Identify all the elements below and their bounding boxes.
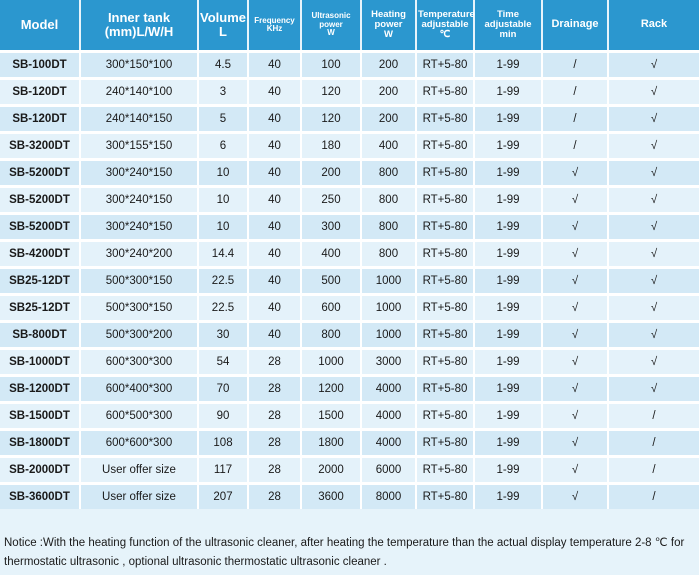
- cell-volume: 70: [198, 376, 248, 403]
- table-row: [0, 484, 699, 510]
- cell-volume: 90: [198, 403, 248, 430]
- cell-volume: 30: [198, 322, 248, 349]
- cell-volume: 207: [198, 484, 248, 510]
- cell-heat: 4000: [361, 403, 416, 430]
- header-ultrasonic-power: Ultrasonic power W: [301, 0, 361, 52]
- cell-volume: 117: [198, 457, 248, 484]
- cell-rack: √: [608, 349, 699, 376]
- header-frequency: Frequency KHz: [248, 0, 301, 52]
- table-row: [0, 457, 699, 484]
- cell-time: 1-99: [474, 241, 542, 268]
- cell-ultra: 300: [301, 214, 361, 241]
- cell-model: SB-1000DT: [0, 349, 80, 376]
- cell-volume: 10: [198, 187, 248, 214]
- cell-freq: 40: [248, 106, 301, 133]
- cell-drainage: √: [542, 430, 608, 457]
- cell-volume: 22.5: [198, 295, 248, 322]
- table-row: [0, 241, 699, 268]
- cell-tank: 300*240*150: [80, 160, 198, 187]
- cell-heat: 800: [361, 160, 416, 187]
- cell-ultra: 800: [301, 322, 361, 349]
- cell-tank: 300*240*150: [80, 214, 198, 241]
- header-drainage: Drainage: [542, 0, 608, 52]
- cell-temp: RT+5-80: [416, 241, 474, 268]
- cell-ultra: 180: [301, 133, 361, 160]
- table-row: [0, 322, 699, 349]
- cell-ultra: 400: [301, 241, 361, 268]
- table-row: [0, 214, 699, 241]
- cell-heat: 200: [361, 52, 416, 79]
- cell-drainage: /: [542, 133, 608, 160]
- table-row: [0, 160, 699, 187]
- cell-freq: 40: [248, 52, 301, 79]
- cell-freq: 28: [248, 376, 301, 403]
- table-row: [0, 133, 699, 160]
- header-time: Time adjustable min: [474, 0, 542, 52]
- cell-freq: 28: [248, 403, 301, 430]
- cell-time: 1-99: [474, 376, 542, 403]
- cell-volume: 5: [198, 106, 248, 133]
- cell-drainage: √: [542, 457, 608, 484]
- cell-tank: 600*400*300: [80, 376, 198, 403]
- cell-tank: 300*240*150: [80, 187, 198, 214]
- cell-tank: 600*600*300: [80, 430, 198, 457]
- header-model: Model: [0, 0, 80, 52]
- cell-heat: 400: [361, 133, 416, 160]
- cell-time: 1-99: [474, 268, 542, 295]
- cell-time: 1-99: [474, 133, 542, 160]
- cell-ultra: 600: [301, 295, 361, 322]
- cell-temp: RT+5-80: [416, 187, 474, 214]
- cell-ultra: 120: [301, 106, 361, 133]
- cell-temp: RT+5-80: [416, 484, 474, 510]
- cell-drainage: √: [542, 241, 608, 268]
- cell-temp: RT+5-80: [416, 349, 474, 376]
- cell-time: 1-99: [474, 160, 542, 187]
- cell-freq: 28: [248, 430, 301, 457]
- cell-model: SB-5200DT: [0, 160, 80, 187]
- cell-ultra: 250: [301, 187, 361, 214]
- cell-model: SB25-12DT: [0, 295, 80, 322]
- cell-time: 1-99: [474, 295, 542, 322]
- cell-freq: 40: [248, 241, 301, 268]
- cell-heat: 800: [361, 187, 416, 214]
- cell-rack: √: [608, 322, 699, 349]
- table-row: [0, 79, 699, 106]
- table-row: [0, 187, 699, 214]
- cell-tank: 240*140*100: [80, 79, 198, 106]
- cell-freq: 40: [248, 160, 301, 187]
- cell-ultra: 200: [301, 160, 361, 187]
- cell-drainage: √: [542, 484, 608, 510]
- cell-rack: √: [608, 376, 699, 403]
- cell-drainage: √: [542, 295, 608, 322]
- cell-heat: 4000: [361, 430, 416, 457]
- cell-heat: 6000: [361, 457, 416, 484]
- cell-heat: 800: [361, 241, 416, 268]
- cell-rack: √: [608, 79, 699, 106]
- cell-tank: 500*300*150: [80, 295, 198, 322]
- cell-heat: 1000: [361, 295, 416, 322]
- cell-rack: √: [608, 106, 699, 133]
- cell-volume: 10: [198, 160, 248, 187]
- cell-model: SB-3200DT: [0, 133, 80, 160]
- cell-freq: 28: [248, 457, 301, 484]
- header-inner-tank: Inner tank (mm)L/W/H: [80, 0, 198, 52]
- cell-drainage: √: [542, 349, 608, 376]
- cell-ultra: 120: [301, 79, 361, 106]
- cell-heat: 1000: [361, 322, 416, 349]
- cell-freq: 40: [248, 214, 301, 241]
- cell-rack: /: [608, 403, 699, 430]
- cell-time: 1-99: [474, 322, 542, 349]
- cell-ultra: 1500: [301, 403, 361, 430]
- table-row: [0, 349, 699, 376]
- cell-rack: /: [608, 457, 699, 484]
- cell-time: 1-99: [474, 79, 542, 106]
- cell-temp: RT+5-80: [416, 268, 474, 295]
- table-row: [0, 295, 699, 322]
- table-row: [0, 403, 699, 430]
- cell-model: SB-100DT: [0, 52, 80, 79]
- table-row: [0, 106, 699, 133]
- cell-rack: √: [608, 133, 699, 160]
- cell-volume: 3: [198, 79, 248, 106]
- cell-time: 1-99: [474, 403, 542, 430]
- cell-freq: 28: [248, 349, 301, 376]
- cell-temp: RT+5-80: [416, 79, 474, 106]
- cell-heat: 8000: [361, 484, 416, 510]
- cell-drainage: √: [542, 322, 608, 349]
- cell-model: SB25-12DT: [0, 268, 80, 295]
- cell-drainage: √: [542, 214, 608, 241]
- cell-rack: √: [608, 214, 699, 241]
- header-temperature: Temperature adjustable ℃: [416, 0, 474, 52]
- cell-drainage: √: [542, 403, 608, 430]
- header-volume: Volume L: [198, 0, 248, 52]
- table-row: [0, 52, 699, 79]
- cell-rack: √: [608, 268, 699, 295]
- cell-volume: 54: [198, 349, 248, 376]
- header-row: [0, 0, 699, 52]
- cell-model: SB-1200DT: [0, 376, 80, 403]
- cell-tank: 300*155*150: [80, 133, 198, 160]
- cell-freq: 40: [248, 268, 301, 295]
- cell-ultra: 100: [301, 52, 361, 79]
- cell-rack: √: [608, 187, 699, 214]
- cell-freq: 40: [248, 322, 301, 349]
- cell-volume: 10: [198, 214, 248, 241]
- cell-time: 1-99: [474, 484, 542, 510]
- cell-freq: 40: [248, 187, 301, 214]
- cell-ultra: 1000: [301, 349, 361, 376]
- cell-volume: 108: [198, 430, 248, 457]
- cell-rack: /: [608, 430, 699, 457]
- cell-volume: 14.4: [198, 241, 248, 268]
- cell-drainage: √: [542, 187, 608, 214]
- cell-tank: 600*300*300: [80, 349, 198, 376]
- spec-table-body: [0, 52, 699, 510]
- cell-rack: √: [608, 52, 699, 79]
- cell-volume: 6: [198, 133, 248, 160]
- cell-temp: RT+5-80: [416, 160, 474, 187]
- cell-model: SB-800DT: [0, 322, 80, 349]
- notice-line-1: Notice :With the heating function of the ultrasonic cleaner, after heating the temperature than the actual display temperature 2-8 ℃ for: [4, 537, 685, 549]
- cell-drainage: √: [542, 268, 608, 295]
- notice-line-2: thermostatic ultrasonic , optional ultrasonic thermostatic ultrasonic cleaner .: [4, 556, 387, 568]
- cell-freq: 40: [248, 133, 301, 160]
- table-row: [0, 268, 699, 295]
- cell-volume: 22.5: [198, 268, 248, 295]
- cell-tank: User offer size: [80, 484, 198, 510]
- table-row: [0, 376, 699, 403]
- cell-volume: 4.5: [198, 52, 248, 79]
- cell-ultra: 1800: [301, 430, 361, 457]
- cell-temp: RT+5-80: [416, 52, 474, 79]
- cell-model: SB-2000DT: [0, 457, 80, 484]
- cell-rack: √: [608, 241, 699, 268]
- cell-temp: RT+5-80: [416, 106, 474, 133]
- cell-ultra: 2000: [301, 457, 361, 484]
- cell-rack: /: [608, 484, 699, 510]
- cell-temp: RT+5-80: [416, 376, 474, 403]
- cell-model: SB-1500DT: [0, 403, 80, 430]
- cell-freq: 28: [248, 484, 301, 510]
- cell-model: SB-1800DT: [0, 430, 80, 457]
- cell-freq: 40: [248, 79, 301, 106]
- cell-tank: 500*300*150: [80, 268, 198, 295]
- cell-tank: 240*140*150: [80, 106, 198, 133]
- cell-tank: 300*150*100: [80, 52, 198, 79]
- cell-tank: 600*500*300: [80, 403, 198, 430]
- cell-model: SB-4200DT: [0, 241, 80, 268]
- cell-temp: RT+5-80: [416, 133, 474, 160]
- cell-heat: 4000: [361, 376, 416, 403]
- cell-drainage: /: [542, 52, 608, 79]
- cell-time: 1-99: [474, 430, 542, 457]
- cell-time: 1-99: [474, 52, 542, 79]
- cell-model: SB-5200DT: [0, 214, 80, 241]
- cell-heat: 200: [361, 106, 416, 133]
- cell-ultra: 500: [301, 268, 361, 295]
- cell-rack: √: [608, 295, 699, 322]
- table-row: [0, 430, 699, 457]
- cell-time: 1-99: [474, 187, 542, 214]
- cell-model: SB-120DT: [0, 79, 80, 106]
- cell-tank: 500*300*200: [80, 322, 198, 349]
- cell-tank: User offer size: [80, 457, 198, 484]
- cell-temp: RT+5-80: [416, 457, 474, 484]
- cell-time: 1-99: [474, 349, 542, 376]
- cell-ultra: 1200: [301, 376, 361, 403]
- header-heating-power: Heating power W: [361, 0, 416, 52]
- cell-heat: 3000: [361, 349, 416, 376]
- cell-rack: √: [608, 160, 699, 187]
- cell-heat: 1000: [361, 268, 416, 295]
- cell-heat: 800: [361, 214, 416, 241]
- cell-temp: RT+5-80: [416, 430, 474, 457]
- cell-drainage: √: [542, 160, 608, 187]
- cell-ultra: 3600: [301, 484, 361, 510]
- cell-temp: RT+5-80: [416, 295, 474, 322]
- cell-model: SB-5200DT: [0, 187, 80, 214]
- cell-temp: RT+5-80: [416, 214, 474, 241]
- cell-time: 1-99: [474, 457, 542, 484]
- cell-freq: 40: [248, 295, 301, 322]
- cell-drainage: /: [542, 79, 608, 106]
- cell-drainage: /: [542, 106, 608, 133]
- cell-time: 1-99: [474, 106, 542, 133]
- notice-text: [4, 534, 696, 572]
- cell-tank: 300*240*200: [80, 241, 198, 268]
- cell-heat: 200: [361, 79, 416, 106]
- cell-model: SB-120DT: [0, 106, 80, 133]
- cell-time: 1-99: [474, 214, 542, 241]
- cell-temp: RT+5-80: [416, 322, 474, 349]
- header-rack: Rack: [608, 0, 699, 52]
- cell-model: SB-3600DT: [0, 484, 80, 510]
- cell-temp: RT+5-80: [416, 403, 474, 430]
- cell-drainage: √: [542, 376, 608, 403]
